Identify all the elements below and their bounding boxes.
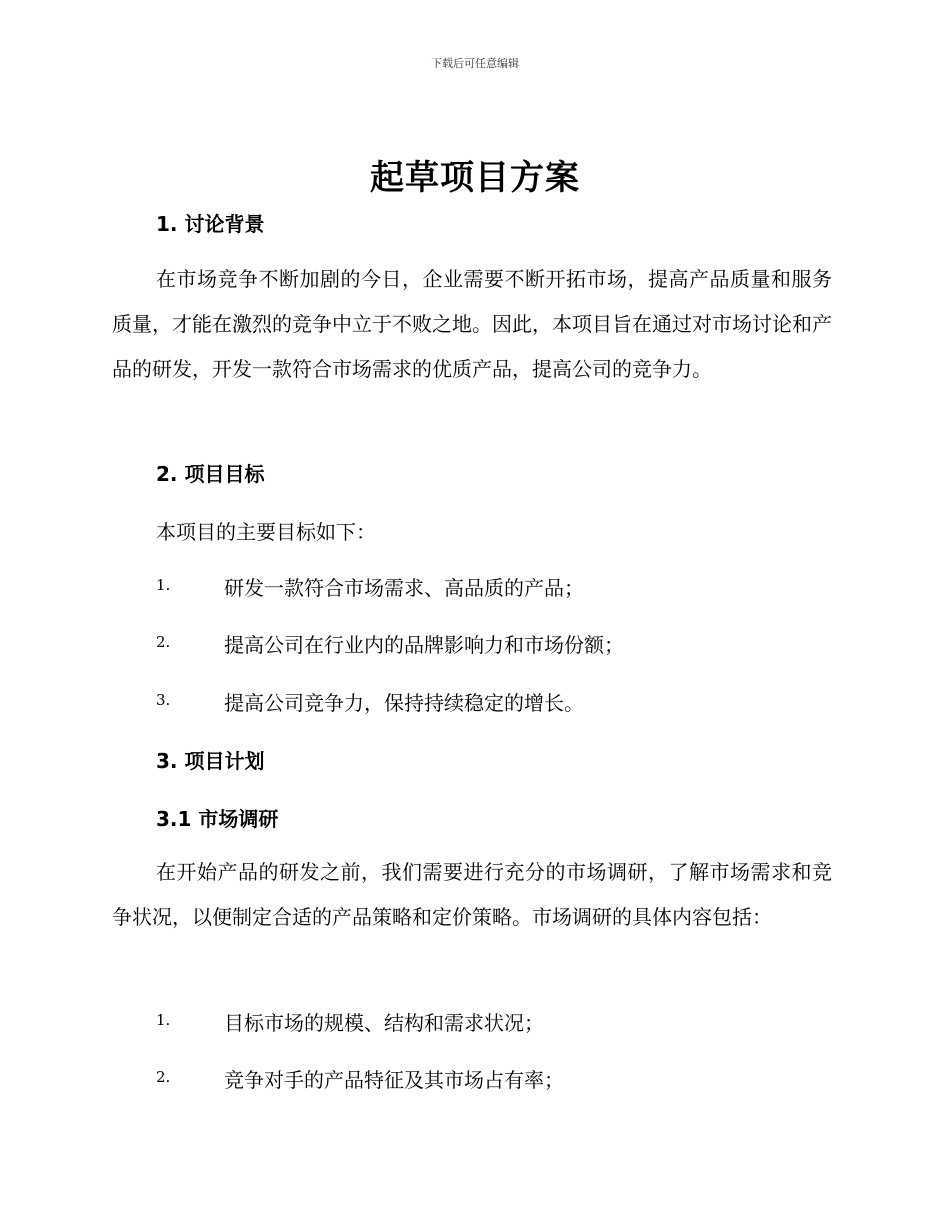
list-item [156, 629, 846, 659]
paragraph-background: 在市场竞争不断加剧的今日，企业需要不断开拓市场，提高产品质量和服务质量，才能在激烈的竞争中立于不败之地。因此，本项目旨在通过对市场讨论和产品的研发，开发一款符合市场需求的优质产品，提高公司的竞争力。 [112, 267, 832, 381]
document-title: 起草项目方案 [370, 158, 580, 198]
list-item-number: 2. [156, 1068, 171, 1086]
list-item [156, 1064, 846, 1094]
page-header-note: 下载后可任意编辑 [431, 57, 519, 70]
paragraph-market-research: 在开始产品的研发之前，我们需要进行充分的市场调研，了解市场需求和竞争状况，以便制定合适的产品策略和定价策略。市场调研的具体内容包括： [112, 860, 832, 929]
list-item [156, 687, 846, 717]
list-item-text: 竞争对手的产品特征及其市场占有率； [224, 1068, 564, 1092]
list-item-number: 1. [156, 1011, 171, 1029]
list-item-text: 目标市场的规模、结构和需求状况； [224, 1011, 544, 1035]
list-item-number: 3. [156, 691, 171, 709]
section-heading-background: 1. 讨论背景 [156, 212, 265, 236]
section-heading-plan: 3. 项目计划 [156, 749, 265, 773]
subsection-heading-market-research: 3.1 市场调研 [156, 807, 279, 831]
list-item-text: 研发一款符合市场需求、高品质的产品； [224, 576, 584, 600]
section-heading-goals: 2. 项目目标 [156, 462, 265, 486]
list-item-number: 1. [156, 576, 171, 594]
list-item-text: 提高公司在行业内的品牌影响力和市场份额； [224, 633, 624, 657]
goals-intro: 本项目的主要目标如下： [156, 520, 376, 544]
list-item-number: 2. [156, 633, 171, 651]
list-item [156, 572, 846, 602]
list-item-text: 提高公司竞争力，保持持续稳定的增长。 [224, 691, 584, 715]
list-item [156, 1007, 846, 1037]
